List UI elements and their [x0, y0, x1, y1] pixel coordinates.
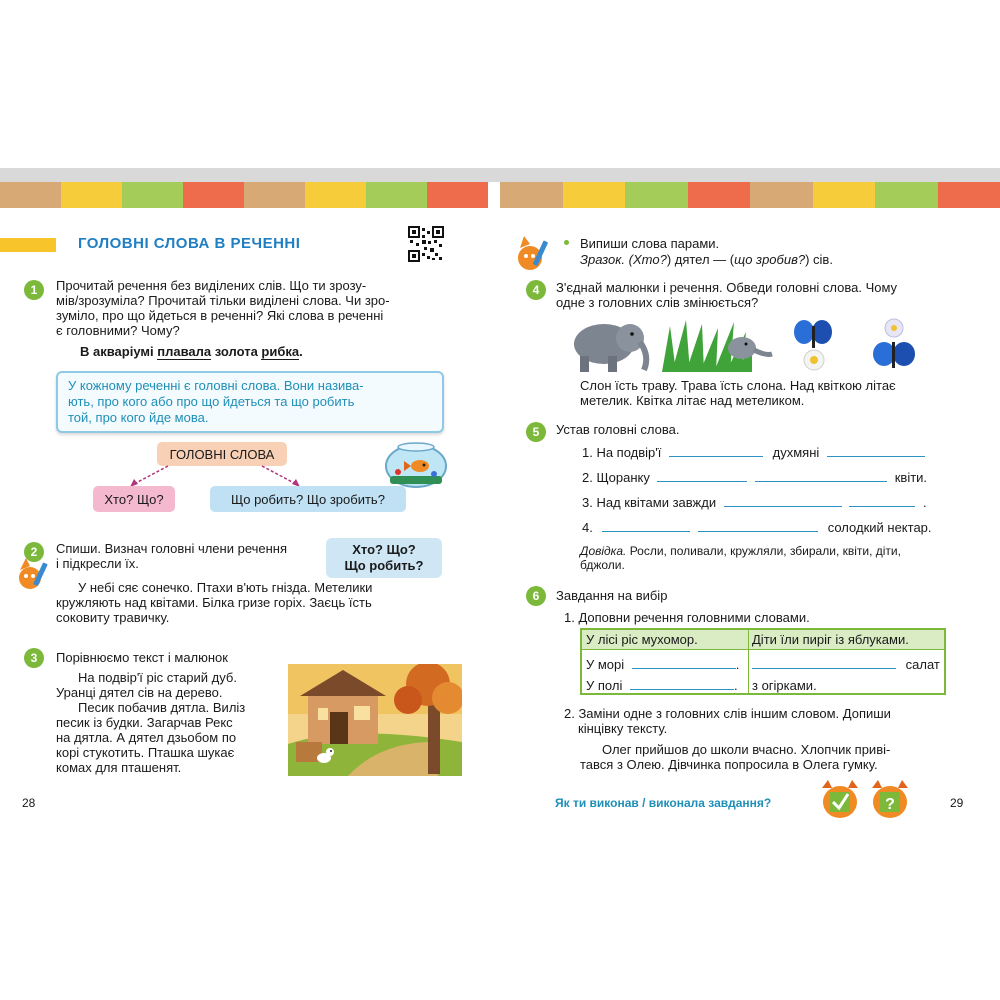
task-4-text-line: Слон їсть траву. Трава їсть слона. Над квіткою літає — [580, 378, 896, 393]
task-4-number: 4 — [526, 280, 546, 300]
task-4-line: З'єднай малюнки і речення. Обведи головні слова. Чому — [556, 280, 898, 295]
task-3-line: корі стукотить. Пташка шукає — [56, 745, 235, 760]
example-part: ) дятел — ( — [666, 252, 735, 267]
color-stripe — [750, 182, 813, 208]
task-6-sub-2 — [564, 706, 891, 736]
fill-blank[interactable] — [849, 495, 915, 507]
task-3-line: комах для пташенят. — [56, 760, 182, 775]
task-3-line: на дятла. А дятел дзьобом по — [56, 730, 237, 745]
task-3-line: Песик побачив дятла. Виліз — [78, 700, 246, 715]
example-part: . — [299, 344, 303, 359]
task-2-text-line: соковиту травичку. — [56, 610, 170, 625]
aquarium-fish-illustration — [384, 440, 448, 488]
task-4-line: одне з головних слів змінюється? — [556, 295, 759, 310]
color-stripe — [61, 182, 122, 208]
task-2-number: 2 — [24, 542, 44, 562]
table-cell: У лісі ріс мухомор. — [586, 632, 698, 647]
task-5-number: 5 — [526, 422, 546, 442]
task-2-line: Спиши. Визнач головні члени речення — [56, 541, 288, 556]
table-cell: У морі . — [586, 657, 740, 672]
flower-on-butterfly-picture — [873, 319, 915, 368]
task-6-sub-1: 1. Доповни речення головними словами. — [564, 610, 810, 625]
page-title: ГОЛОВНІ СЛОВА В РЕЧЕННІ — [78, 235, 301, 252]
task-4-text — [580, 378, 896, 408]
yard-house-illustration — [288, 664, 462, 776]
task-1-number: 1 — [24, 280, 44, 300]
page-number-left: 28 — [22, 796, 36, 810]
table-cell: Діти їли пиріг із яблуками. — [752, 632, 909, 647]
task-5-sentence-1 — [582, 445, 925, 460]
fill-blank[interactable] — [669, 445, 763, 457]
svg-text:?: ? — [885, 796, 895, 813]
question-box-line: Хто? Що? — [352, 542, 416, 557]
color-stripe — [813, 182, 876, 208]
task-3-line: Уранці дятел сів на дерево. — [56, 685, 223, 700]
question-box-line: Що робить? — [344, 558, 424, 573]
diagram-what: Що робить? Що зробить? — [210, 486, 406, 512]
sentence-text: духмяні — [772, 445, 820, 460]
hint-text: Росли, поливали, кружляли, збирали, квіти, діти, — [626, 544, 901, 558]
right-page — [500, 208, 1000, 818]
color-stripe — [563, 182, 626, 208]
task-5-hint — [580, 544, 901, 572]
sentence-text: квіти. — [894, 470, 928, 485]
color-stripe — [875, 182, 938, 208]
cell-text: У полі — [586, 678, 623, 693]
fill-blank[interactable] — [630, 678, 734, 690]
task-1-example — [80, 344, 303, 359]
title-accent-bar — [0, 238, 56, 252]
task-5-sentence-2 — [582, 470, 927, 485]
color-stripe — [305, 182, 366, 208]
task-3-title: Порівнюємо текст і малюнок — [56, 650, 228, 665]
butterfly-on-flower-picture — [794, 320, 832, 370]
right-color-stripes — [500, 182, 1000, 208]
task-5-sentence-4 — [582, 520, 932, 535]
sub-2-line: кінцівку тексту. — [578, 721, 668, 736]
color-stripe — [625, 182, 688, 208]
table-cell: з огірками. — [752, 678, 817, 693]
color-stripe — [366, 182, 427, 208]
task-4-pictures — [566, 316, 926, 374]
task-1-line: зуміло, про що йдеться в реченні? Які слова в реченні — [56, 308, 384, 323]
fill-blank[interactable] — [602, 520, 690, 532]
sentence-text: . — [922, 495, 927, 510]
color-stripe — [500, 182, 563, 208]
question-box — [326, 538, 442, 578]
sentence-text: 1. На подвір'ї — [582, 445, 662, 460]
left-color-stripes — [0, 182, 488, 208]
task-5-title: Устав головні слова. — [556, 422, 680, 437]
fill-blank[interactable] — [752, 657, 896, 669]
color-stripe — [183, 182, 244, 208]
pencil-writing-icon — [16, 556, 50, 592]
table-divider — [748, 630, 749, 693]
underlined-subject: рибка — [261, 344, 300, 359]
fill-blank[interactable] — [632, 657, 736, 669]
task-6-text — [580, 742, 890, 772]
self-check-question: Як ти виконав / виконала завдання? — [555, 796, 772, 810]
task-1-text — [56, 278, 446, 338]
cell-text: салат — [905, 657, 940, 672]
task-3-number: 3 — [24, 648, 44, 668]
color-stripe — [427, 182, 488, 208]
example-part: ) сів. — [805, 252, 833, 267]
task-4-text-line: метелик. Квітка літає над метеликом. — [580, 393, 805, 408]
self-check-fox-icons — [820, 780, 910, 820]
intro-instruction: Випиши слова парами. — [580, 236, 720, 251]
page-gutter — [488, 182, 500, 208]
fox-question-icon — [872, 780, 908, 818]
task-6-number: 6 — [526, 586, 546, 606]
task-5-sentence-3 — [582, 495, 927, 510]
task-2-instruction — [56, 541, 287, 571]
rule-line: ють, про кого або про що йдеться та що робить — [68, 394, 355, 409]
color-stripe — [0, 182, 61, 208]
fill-blank[interactable] — [827, 445, 925, 457]
color-stripe — [122, 182, 183, 208]
completion-table — [580, 628, 946, 695]
fox-pencil-icon — [514, 234, 550, 274]
sentence-text: солодкий нектар. — [827, 520, 932, 535]
diagram-main-words: ГОЛОВНІ СЛОВА — [157, 442, 287, 466]
table-cell — [752, 657, 940, 672]
sentence-text: 2. Щоранку — [582, 470, 650, 485]
example-part: В акваріумі — [80, 344, 158, 359]
page-number-right: 29 — [950, 796, 964, 810]
task-6-text-line: тався з Олею. Дівчинка попросила в Олега гумку. — [580, 757, 878, 772]
fox-checkmark-icon — [822, 780, 858, 818]
fill-blank[interactable] — [698, 520, 818, 532]
task-6-title: Завдання на вибір — [556, 588, 668, 603]
task-3-text — [56, 670, 278, 775]
table-cell: У полі . — [586, 678, 738, 693]
example-question: Хто? — [632, 252, 667, 267]
left-page — [0, 208, 490, 818]
task-2-text — [56, 580, 446, 625]
example-part: золота — [211, 344, 262, 359]
task-2-text-line: У небі сяє сонечко. Птахи в'ють гнізда. Метелики — [78, 580, 373, 595]
hint-text: бджоли. — [580, 558, 625, 572]
task-1-line: Прочитай речення без виділених слів. Що ти зрозу- — [56, 278, 367, 293]
rule-box — [56, 371, 444, 433]
rule-line: У кожному реченні є головні слова. Вони назива- — [68, 378, 364, 393]
task-1-line: мів/зрозуміла? Прочитай тільки виділені слова. Чи зро- — [56, 293, 390, 308]
example-question: що зробив? — [734, 252, 806, 267]
task-6-text-line: Олег прийшов до школи вчасно. Хлопчик приві- — [602, 742, 891, 757]
fill-blank[interactable] — [657, 470, 747, 482]
example-label: Зразок. ( — [580, 252, 633, 267]
underlined-predicate: плавала — [157, 344, 212, 359]
sub-2-line: 2. Заміни одне з головних слів іншим словом. Допиши — [564, 706, 891, 721]
color-stripe — [938, 182, 1000, 208]
qr-code-icon[interactable] — [408, 226, 444, 262]
task-2-line: і підкресли їх. — [56, 556, 139, 571]
fill-blank[interactable] — [755, 470, 887, 482]
elephant-picture — [574, 324, 646, 372]
rule-line: той, про кого йде мова. — [68, 410, 209, 425]
grass-elephant-picture — [662, 320, 772, 372]
fill-blank[interactable] — [724, 495, 842, 507]
bullet-dot — [564, 240, 569, 245]
task-2-text-line: кружляють над квітами. Білка гризе горіх. Заєць їсть — [56, 595, 372, 610]
color-stripe — [688, 182, 751, 208]
diagram-who: Хто? Що? — [93, 486, 175, 512]
sentence-text: 3. Над квітами завжди — [582, 495, 717, 510]
color-stripe — [244, 182, 305, 208]
sentence-text: 4. — [582, 520, 593, 535]
cell-text: У морі — [586, 657, 625, 672]
task-1-line: є головними? Чому? — [56, 323, 180, 338]
intro-example — [580, 252, 833, 267]
task-3-line: песик із будки. Загарчав Рекс — [56, 715, 233, 730]
hint-label: Довідка. — [580, 544, 627, 558]
task-3-line: На подвір'ї ріс старий дуб. — [78, 670, 237, 685]
task-4-instruction — [556, 280, 897, 310]
top-shadow-band — [0, 168, 1000, 182]
